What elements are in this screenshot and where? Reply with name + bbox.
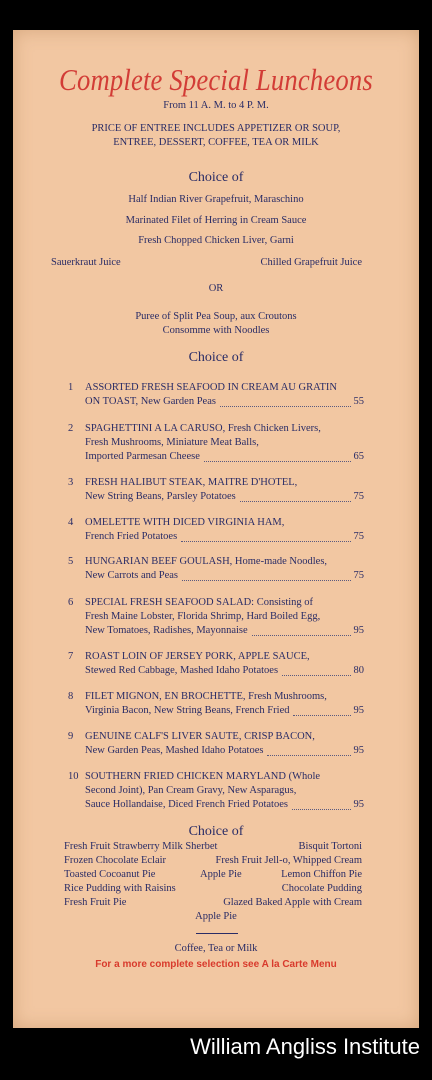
dessert-item: Rice Pudding with Raisins: [64, 883, 176, 894]
dessert-item: Apple Pie: [195, 911, 237, 922]
entree-number: 2: [68, 423, 74, 434]
entree-text-line: Sauce Hollandaise, Diced French Fried Potatoes: [85, 799, 288, 810]
appetizer-item: Half Indian River Grapefruit, Maraschino: [128, 194, 304, 205]
soup-item: Consomme with Noodles: [162, 325, 270, 336]
soup-item: Puree of Split Pea Soup, aux Croutons: [135, 311, 297, 322]
dessert-item: Glazed Baked Apple with Cream: [223, 897, 362, 908]
entree-text-line: OMELETTE WITH DICED VIRGINIA HAM,: [85, 517, 285, 528]
entree-number: 8: [68, 691, 74, 702]
entree-number: 7: [68, 651, 74, 662]
dotted-leader: [181, 541, 350, 542]
entree-text-line: ASSORTED FRESH SEAFOOD IN CREAM AU GRATIN: [85, 382, 337, 393]
dessert-item: Toasted Cocoanut Pie: [64, 869, 156, 880]
entree-number: 3: [68, 477, 74, 488]
dotted-leader: [220, 406, 351, 407]
dessert-item: Apple Pie: [200, 869, 242, 880]
menu-title: Complete Special Luncheons: [59, 62, 373, 97]
entree-text-line: Stewed Red Cabbage, Mashed Idaho Potatoes: [85, 665, 279, 676]
entree-number: 6: [68, 597, 74, 608]
entree-text-line: New Tomatoes, Radishes, Mayonnaise: [85, 625, 248, 636]
a-la-carte-note: For a more complete selection see A la Carte Menu: [95, 959, 337, 970]
dotted-leader: [293, 715, 350, 716]
entree-text-line: ON TOAST, New Garden Peas: [85, 396, 216, 407]
dessert-item: Chocolate Pudding: [281, 883, 362, 894]
appetizer-item: Sauerkraut Juice: [51, 257, 121, 268]
dessert-item: Fresh Fruit Strawberry Milk Sherbet: [64, 841, 218, 852]
menu-hours: From 11 A. M. to 4 P. M.: [163, 100, 269, 111]
entree-text-line: FRESH HALIBUT STEAK, MAITRE D'HOTEL,: [85, 477, 298, 488]
entree-price: 95: [353, 625, 364, 636]
menu-sheet: [13, 30, 419, 1028]
entree-price: 95: [353, 745, 364, 756]
dessert-item: Fresh Fruit Jell-o, Whipped Cream: [215, 855, 362, 866]
entree-text-line: New String Beans, Parsley Potatoes: [85, 491, 236, 502]
appetizer-heading: Choice of: [188, 170, 244, 185]
entree-price: 80: [353, 665, 364, 676]
entree-number: 9: [68, 731, 74, 742]
appetizer-item: Fresh Chopped Chicken Liver, Garni: [138, 235, 294, 246]
menu-note-line-2: ENTREE, DESSERT, COFFEE, TEA OR MILK: [113, 137, 319, 148]
entree-text-line: French Fried Potatoes: [85, 531, 178, 542]
entree-number: 1: [68, 382, 74, 393]
entree-text-line: SPECIAL FRESH SEAFOOD SALAD: Consisting of: [85, 597, 314, 608]
entree-text-line: GENUINE CALF'S LIVER SAUTE, CRISP BACON,: [85, 731, 315, 742]
entree-text-line: New Garden Peas, Mashed Idaho Potatoes: [85, 745, 264, 756]
dotted-leader: [292, 809, 351, 810]
appetizer-item: Chilled Grapefruit Juice: [260, 257, 362, 268]
beverages: Coffee, Tea or Milk: [174, 943, 258, 954]
entree-text-line: SPAGHETTINI A LA CARUSO, Fresh Chicken Livers,: [85, 423, 321, 434]
dessert-item: Lemon Chiffon Pie: [281, 869, 362, 880]
entree-text-line: HUNGARIAN BEEF GOULASH, Home-made Noodles,: [85, 556, 328, 567]
entree-number: 5: [68, 556, 74, 567]
appetizer-item: Marinated Filet of Herring in Cream Sauce: [125, 215, 307, 226]
entree-price: 65: [353, 451, 364, 462]
dotted-leader: [282, 675, 350, 676]
divider-rule: [196, 933, 238, 934]
entree-number: 4: [68, 517, 74, 528]
entree-heading: Choice of: [188, 350, 244, 365]
entree-price: 55: [353, 396, 364, 407]
entree-text-line: New Carrots and Peas: [85, 570, 179, 581]
entree-price: 95: [353, 799, 364, 810]
dotted-leader: [182, 580, 350, 581]
menu-note-line-1: PRICE OF ENTREE INCLUDES APPETIZER OR SOUP,: [91, 123, 341, 134]
entree-text-line: ROAST LOIN OF JERSEY PORK, APPLE SAUCE,: [85, 651, 310, 662]
entree-price: 95: [353, 705, 364, 716]
dotted-leader: [240, 501, 351, 502]
entree-text-line: Fresh Maine Lobster, Florida Shrimp, Hard Boiled Egg,: [85, 611, 321, 622]
entree-price: 75: [353, 570, 364, 581]
entree-price: 75: [353, 531, 364, 542]
dotted-leader: [204, 461, 351, 462]
entree-text-line: FILET MIGNON, EN BROCHETTE, Fresh Mushrooms,: [85, 691, 327, 702]
dessert-item: Frozen Chocolate Eclair: [64, 855, 167, 866]
dessert-item: Fresh Fruit Pie: [64, 897, 127, 908]
dotted-leader: [252, 635, 351, 636]
entree-text-line: SOUTHERN FRIED CHICKEN MARYLAND (Whole: [85, 771, 321, 782]
credit-caption: William Angliss Institute: [190, 1034, 420, 1059]
dessert-item: Bisquit Tortoni: [298, 841, 362, 852]
dotted-leader: [267, 755, 350, 756]
entree-text-line: Fresh Mushrooms, Miniature Meat Balls,: [85, 437, 259, 448]
entree-text-line: Imported Parmesan Cheese: [85, 451, 200, 462]
entree-text-line: Virginia Bacon, New String Beans, French Fried: [85, 705, 290, 716]
entree-number: 10: [68, 771, 79, 782]
or-separator: OR: [208, 283, 224, 294]
entree-price: 75: [353, 491, 364, 502]
entree-text-line: Second Joint), Pan Cream Gravy, New Asparagus,: [85, 785, 297, 796]
dessert-heading: Choice of: [188, 824, 244, 839]
